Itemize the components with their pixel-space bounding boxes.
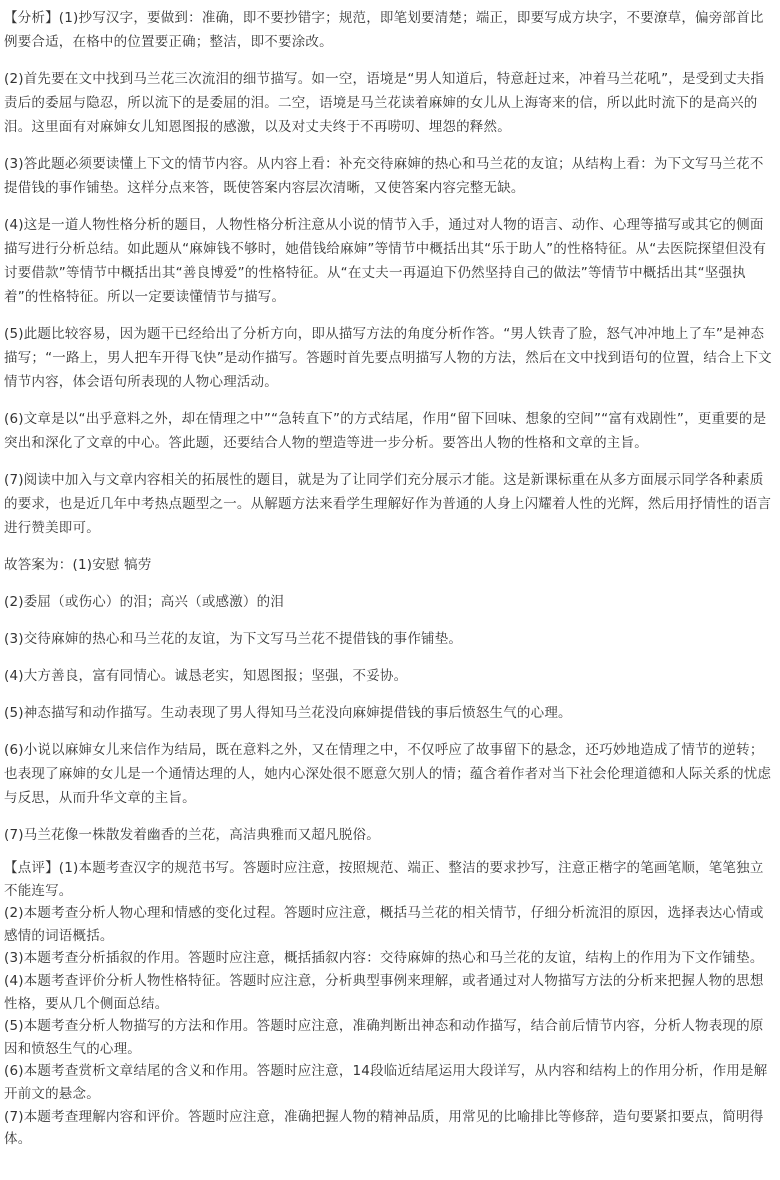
comment-paragraph-3: (3)本题考查分析插叙的作用。答题时应注意，概括插叙内容：交待麻婶的热心和马兰花的友谊，结构上的作用为下文作铺垫。	[4, 950, 764, 967]
comment-paragraph-4: (4)本题考查评价分析人物性格特征。答题时应注意，分析典型事例来理解，或者通过对人物描写方法的分析来把握人物的思想性格，要从几个侧面总结。	[4, 972, 764, 1012]
analysis-paragraph-1: 【分析】(1)抄写汉字，要做到：准确，即不要抄错字；规范，即笔划要清楚；端正，即要写成方块字，不要潦草，偏旁部首比例要合适，在格中的位置要正确；整洁，即不要涂改。	[4, 10, 764, 50]
comment-paragraph-5: (5)本题考查分析人物描写的方法和作用。答题时应注意，准确判断出神态和动作描写，结合前后情节内容，分析人物表现的原因和愤怒生气的心理。	[4, 1018, 764, 1057]
comment-section	[4, 857, 774, 1151]
analysis-paragraph-2: (2)首先要在文中找到马兰花三次流泪的细节描写。如一空，语境是“男人知道后，特意赶过来，冲着马兰花吼”，是受到丈夫指责后的委屈与隐忍，所以流下的是委屈的泪。二空，语境是马兰花读着麻婶的女儿从上海寄来的信，所以此时流下的是高兴的泪。这里面有对麻婶女儿知恩图报的感激，以及对丈夫终于不再唠叨、埋怨的释然。	[4, 71, 765, 135]
answer-item-2: (2)委屈（或伤心）的泪；高兴（或感激）的泪	[4, 594, 285, 610]
comment-paragraph-7: (7)本题考查理解内容和评价。答题时应注意，准确把握人物的精神品质，用常见的比喻排比等修辞，造句要紧扣要点，简明得体。	[4, 1108, 764, 1148]
answer-item-6: (6)小说以麻婶女儿来信作为结局，既在意料之外，又在情理之中，不仅呼应了故事留下的悬念，还巧妙地造成了情节的逆转；也表现了麻婶的女儿是一个通情达理的人，她内心深处很不愿意欠别人的情；蕴含着作者对当下社会伦理道德和人际关系的忧虑与反思，从而升华文章的主旨。	[4, 742, 772, 806]
comment-paragraph-2: (2)本题考查分析人物心理和情感的变化过程。答题时应注意，概括马兰花的相关情节，仔细分析流泪的原因，选择表达心情或感情的词语概括。	[4, 905, 764, 944]
comment-paragraph-6: (6)本题考查赏析文章结尾的含义和作用。答题时应注意，14段临近结尾运用大段详写，从内容和结构上的作用分析，作用是解开前文的悬念。	[4, 1063, 768, 1102]
answer-item-5: (5)神态描写和动作描写。生动表现了男人得知马兰花没向麻婶提借钱的事后愤怒生气的心理。	[4, 705, 572, 721]
answers-section	[4, 553, 774, 847]
answer-item-7: (7)马兰花像一株散发着幽香的兰花，高洁典雅而又超凡脱俗。	[4, 827, 380, 843]
analysis-paragraph-3: (3)答此题必须要读懂上下文的情节内容。从内容上看：补充交待麻婶的热心和马兰花的友谊；从结构上看：为下文写马兰花不提借钱的事作铺垫。这样分点来答，既使答案内容层次清晰，又使答案内容完整无缺。	[4, 156, 764, 196]
comment-paragraph-1: 【点评】(1)本题考查汉字的规范书写。答题时应注意，按照规范、端正、整洁的要求抄写，注意正楷字的笔画笔顺，笔笔独立不能连写。	[4, 860, 764, 899]
analysis-paragraph-6: (6)文章是以“出乎意料之外，却在情理之中”“急转直下”的方式结尾，作用“留下回味、想象的空间”“富有戏剧性”，更重要的是突出和深化了文章的中心。答此题，还要结合人物的塑造等进一步分析。要答出人物的性格和文章的主旨。	[4, 411, 767, 451]
analysis-section	[4, 6, 774, 540]
answer-item-3: (3)交待麻婶的热心和马兰花的友谊，为下文写马兰花不提借钱的事作铺垫。	[4, 631, 463, 647]
answers-intro: 故答案为：(1)安慰 犒劳	[4, 557, 152, 573]
analysis-paragraph-4: (4)这是一道人物性格分析的题目，人物性格分析注意从小说的情节入手，通过对人物的语言、动作、心理等描写或其它的侧面描写进行分析总结。如此题从“麻婶钱不够时，她借钱给麻婶”等情节中概括出其“乐于助人”的性格特征。从“去医院探望但没有讨要借款”等情节中概括出其“善良博爱”的性格特征。从“在丈夫一再逼迫下仍然坚持自己的做法”等情节中概括出其“坚强执着”的性格特征。所以一定要读懂情节与描写。	[4, 217, 767, 305]
analysis-paragraph-7: (7)阅读中加入与文章内容相关的拓展性的题目，就是为了让同学们充分展示才能。这是新课标重在从多方面展示同学各种素质的要求，也是近几年中考热点题型之一。从解题方法来看学生理解好作为普通的人身上闪耀着人性的光辉，然后用抒情性的语言进行赞美即可。	[4, 472, 772, 536]
analysis-paragraph-5: (5)此题比较容易，因为题干已经给出了分析方向，即从描写方法的角度分析作答。“男人铁青了脸，怒气冲冲地上了车”是神态描写；“一路上，男人把车开得飞快”是动作描写。答题时首先要点明描写人物的方法，然后在文中找到语句的位置，结合上下文情节内容，体会语句所表现的人物心理活动。	[4, 326, 772, 390]
answer-item-4: (4)大方善良，富有同情心。诚恳老实，知恩图报；坚强，不妥协。	[4, 668, 408, 684]
